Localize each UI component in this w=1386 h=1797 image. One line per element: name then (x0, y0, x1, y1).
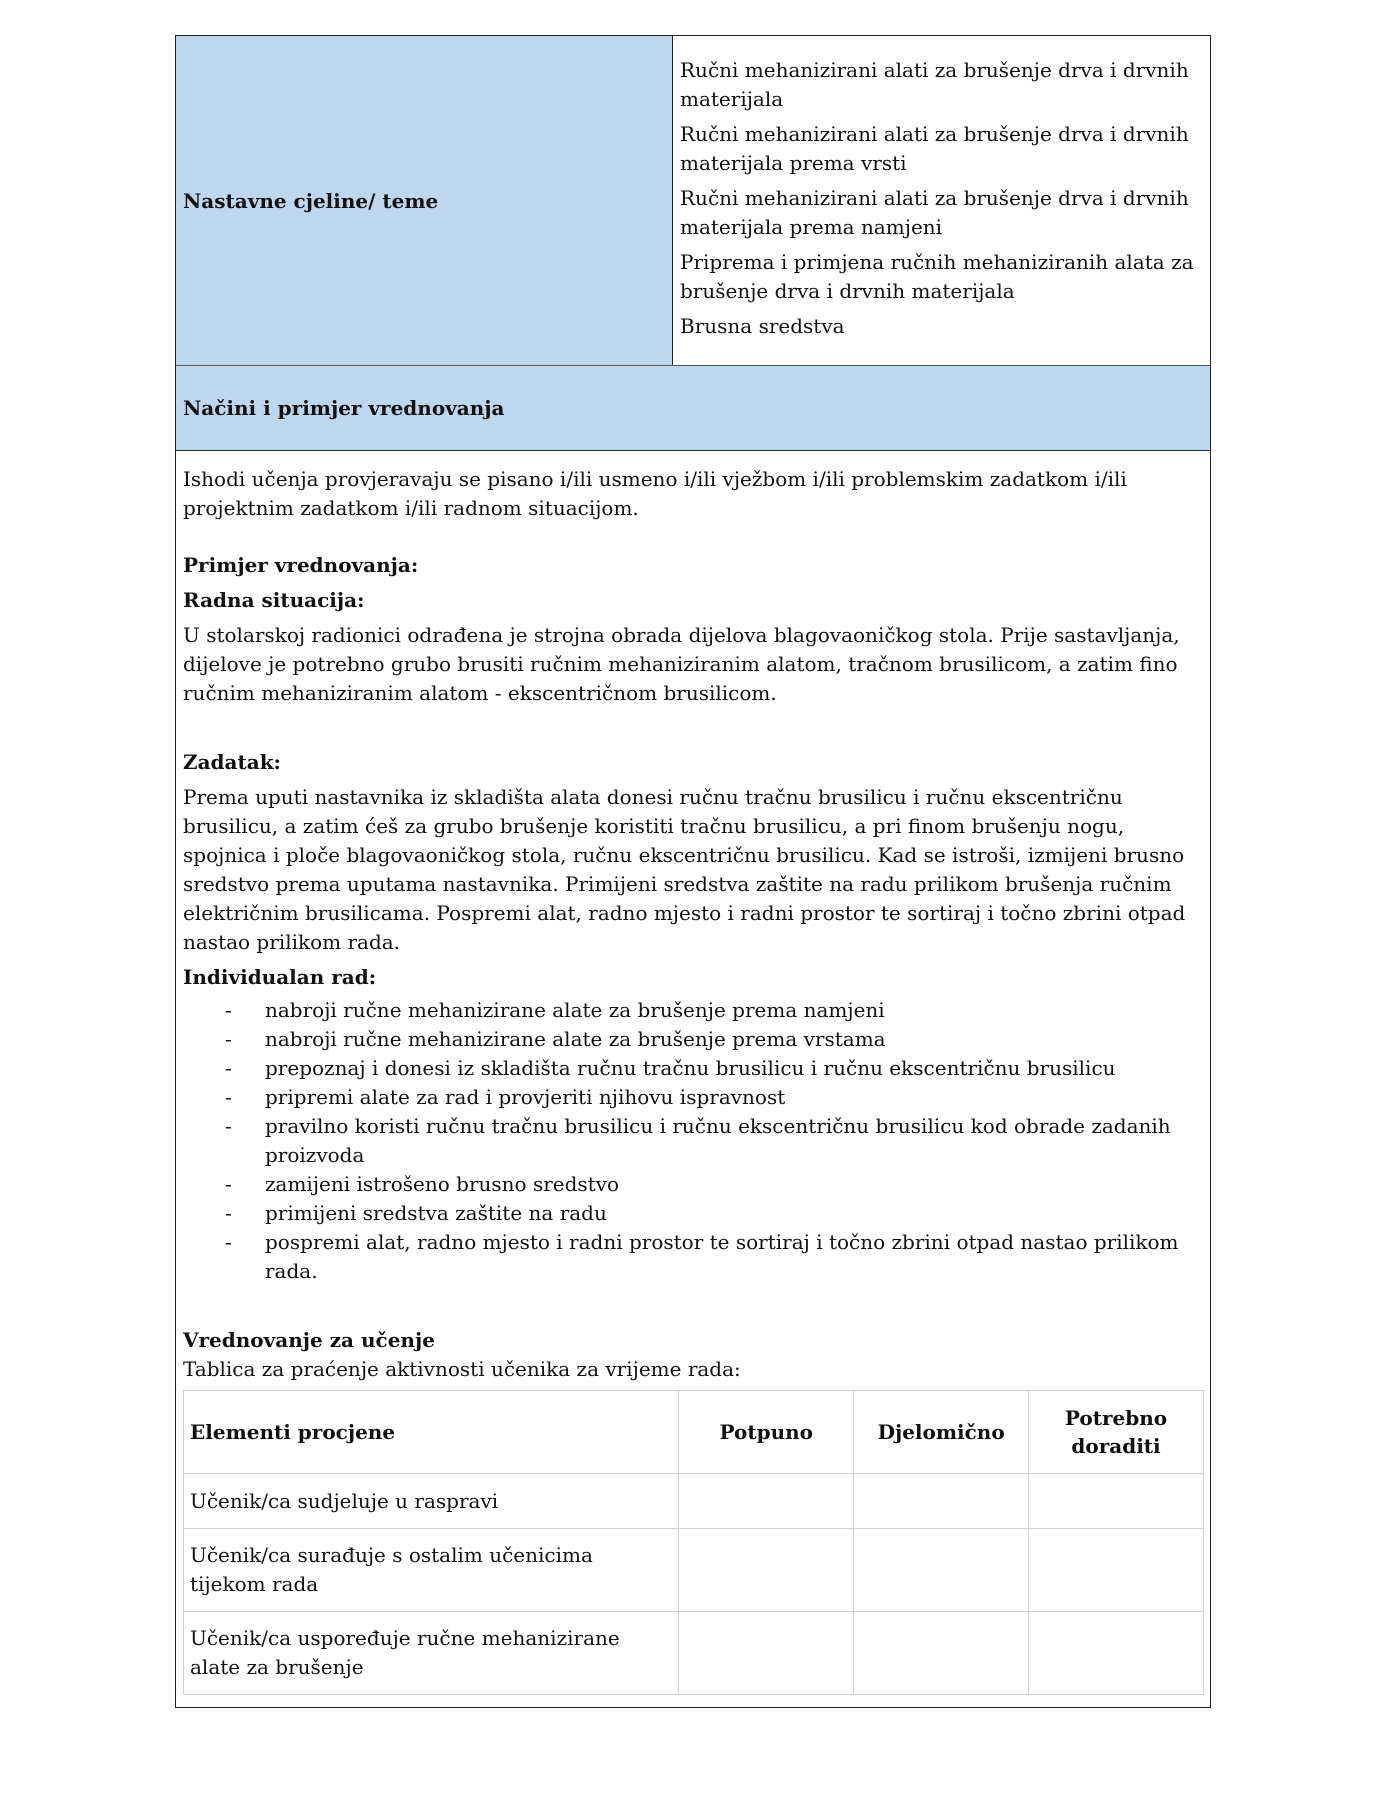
curriculum-table (175, 35, 1211, 1708)
task-text: Prema uputi nastavnika iz skladišta alata donesi ručnu tračnu brusilicu i ručnu ekscentričnu brusilicu, a zatim ćeš za grubo brušenje koristiti tračnu brusilicu, a pri finom brušenju nogu, spojnica i ploče blagovaoničkog stola, ručnu ekscentričnu brusilicu. Kad se istroši, izmijeni brusno sredstvo prema uputama nastavnika. Primijeni sredstva zaštite na radu prilikom brušenja ručnim električnim brusilicama. Pospremi alat, radno mjesto i radni prostor te sortiraj i točno zbrini otpad nastao prilikom rada. (183, 785, 1186, 954)
evaluation-header: Načini i primjer vrednovanja (183, 396, 505, 420)
table-caption: Tablica za praćenje aktivnosti učenika za vrijeme rada: (183, 1357, 741, 1381)
criterion-cell: Učenik/ca uspoređuje ručne mehanizirane alate za brušenje (184, 1612, 679, 1695)
task-heading: Zadatak: (183, 750, 281, 774)
table-row (184, 1474, 1204, 1529)
evaluation-body (176, 451, 1210, 1707)
list-item (183, 1199, 1202, 1228)
needs-work-cell[interactable] (1029, 1529, 1204, 1612)
document-page (175, 35, 1211, 1708)
needs-work-cell[interactable] (1029, 1612, 1204, 1695)
list-item-text: prepoznaj i donesi iz skladišta ručnu tračnu brusilicu i ručnu ekscentričnu brusilicu (265, 1056, 1116, 1080)
list-item-text: pravilno koristi ručnu tračnu brusilicu i ručnu ekscentričnu brusilicu kod obrade zadanih proizvoda (265, 1114, 1171, 1167)
dash-bullet: - (225, 1027, 232, 1051)
units-label-cell (176, 36, 673, 365)
partially-cell[interactable] (854, 1474, 1029, 1529)
header-needs-work: Potrebno doraditi (1029, 1391, 1204, 1474)
topic-item: Ručni mehanizirani alati za brušenje drva i drvnih materijala prema vrsti (680, 122, 1189, 175)
topic-item: Brusna sredstva (680, 314, 845, 338)
list-item (183, 1054, 1202, 1083)
list-item-text: nabroji ručne mehanizirane alate za brušenje prema vrstama (265, 1027, 886, 1051)
table-header-row (184, 1391, 1204, 1474)
fully-cell[interactable] (679, 1474, 854, 1529)
dash-bullet: - (225, 1056, 232, 1080)
list-item (183, 1112, 1202, 1170)
list-item-text: pospremi alat, radno mjesto i radni prostor te sortiraj i točno zbrini otpad nastao prilikom rada. (265, 1230, 1179, 1283)
individual-list (183, 996, 1202, 1286)
dash-bullet: - (225, 1085, 232, 1109)
fully-cell[interactable] (679, 1612, 854, 1695)
example-heading: Primjer vrednovanja: (183, 553, 419, 577)
list-item (183, 996, 1202, 1025)
units-topics-cell (673, 36, 1210, 365)
criterion-cell: Učenik/ca sudjeluje u raspravi (184, 1474, 679, 1529)
list-item-text: zamijeni istrošeno brusno sredstvo (265, 1172, 620, 1196)
individual-heading: Individualan rad: (183, 965, 377, 989)
header-elements: Elementi procjene (184, 1391, 679, 1474)
partially-cell[interactable] (854, 1612, 1029, 1695)
header-partially: Djelomično (854, 1391, 1029, 1474)
dash-bullet: - (225, 1201, 232, 1225)
list-item (183, 1083, 1202, 1112)
table-row (184, 1529, 1204, 1612)
learning-heading: Vrednovanje za učenje (183, 1328, 435, 1352)
topic-item: Priprema i primjena ručnih mehaniziranih alata za brušenje drva i drvnih materijala (680, 250, 1194, 303)
list-item-text: pripremi alate za rad i provjeriti njihovu ispravnost (265, 1085, 786, 1109)
criterion-cell: Učenik/ca surađuje s ostalim učenicima tijekom rada (184, 1529, 679, 1612)
needs-work-cell[interactable] (1029, 1474, 1204, 1529)
situation-heading: Radna situacija: (183, 588, 365, 612)
units-row (176, 36, 1210, 366)
dash-bullet: - (225, 1114, 232, 1138)
units-label: Nastavne cjeline/ teme (183, 188, 439, 213)
table-row (184, 1612, 1204, 1695)
dash-bullet: - (225, 1230, 232, 1254)
list-item (183, 1025, 1202, 1054)
topic-item: Ručni mehanizirani alati za brušenje drva i drvnih materijala prema namjeni (680, 186, 1189, 239)
list-item (183, 1170, 1202, 1199)
list-item-text: primijeni sredstva zaštite na radu (265, 1201, 607, 1225)
fully-cell[interactable] (679, 1529, 854, 1612)
dash-bullet: - (225, 998, 232, 1022)
partially-cell[interactable] (854, 1529, 1029, 1612)
evaluation-header-row (176, 366, 1210, 451)
list-item-text: nabroji ručne mehanizirane alate za brušenje prema namjeni (265, 998, 885, 1022)
evaluation-intro: Ishodi učenja provjeravaju se pisano i/ili usmeno i/ili vježbom i/ili problemskim zadatkom i/ili projektnim zadatkom i/ili radnom situacijom. (183, 467, 1127, 520)
situation-text: U stolarskoj radionici odrađena je strojna obrada dijelova blagovaoničkog stola. Prije sastavljanja, dijelove je potrebno grubo brusiti ručnim mehaniziranim alatom, tračnom brusilicom, a zatim fino ručnim mehaniziranim alatom - ekscentričnom brusilicom. (183, 623, 1180, 705)
list-item (183, 1228, 1202, 1286)
header-fully: Potpuno (679, 1391, 854, 1474)
assessment-table (183, 1390, 1204, 1695)
dash-bullet: - (225, 1172, 232, 1196)
topic-item: Ručni mehanizirani alati za brušenje drva i drvnih materijala (680, 58, 1189, 111)
